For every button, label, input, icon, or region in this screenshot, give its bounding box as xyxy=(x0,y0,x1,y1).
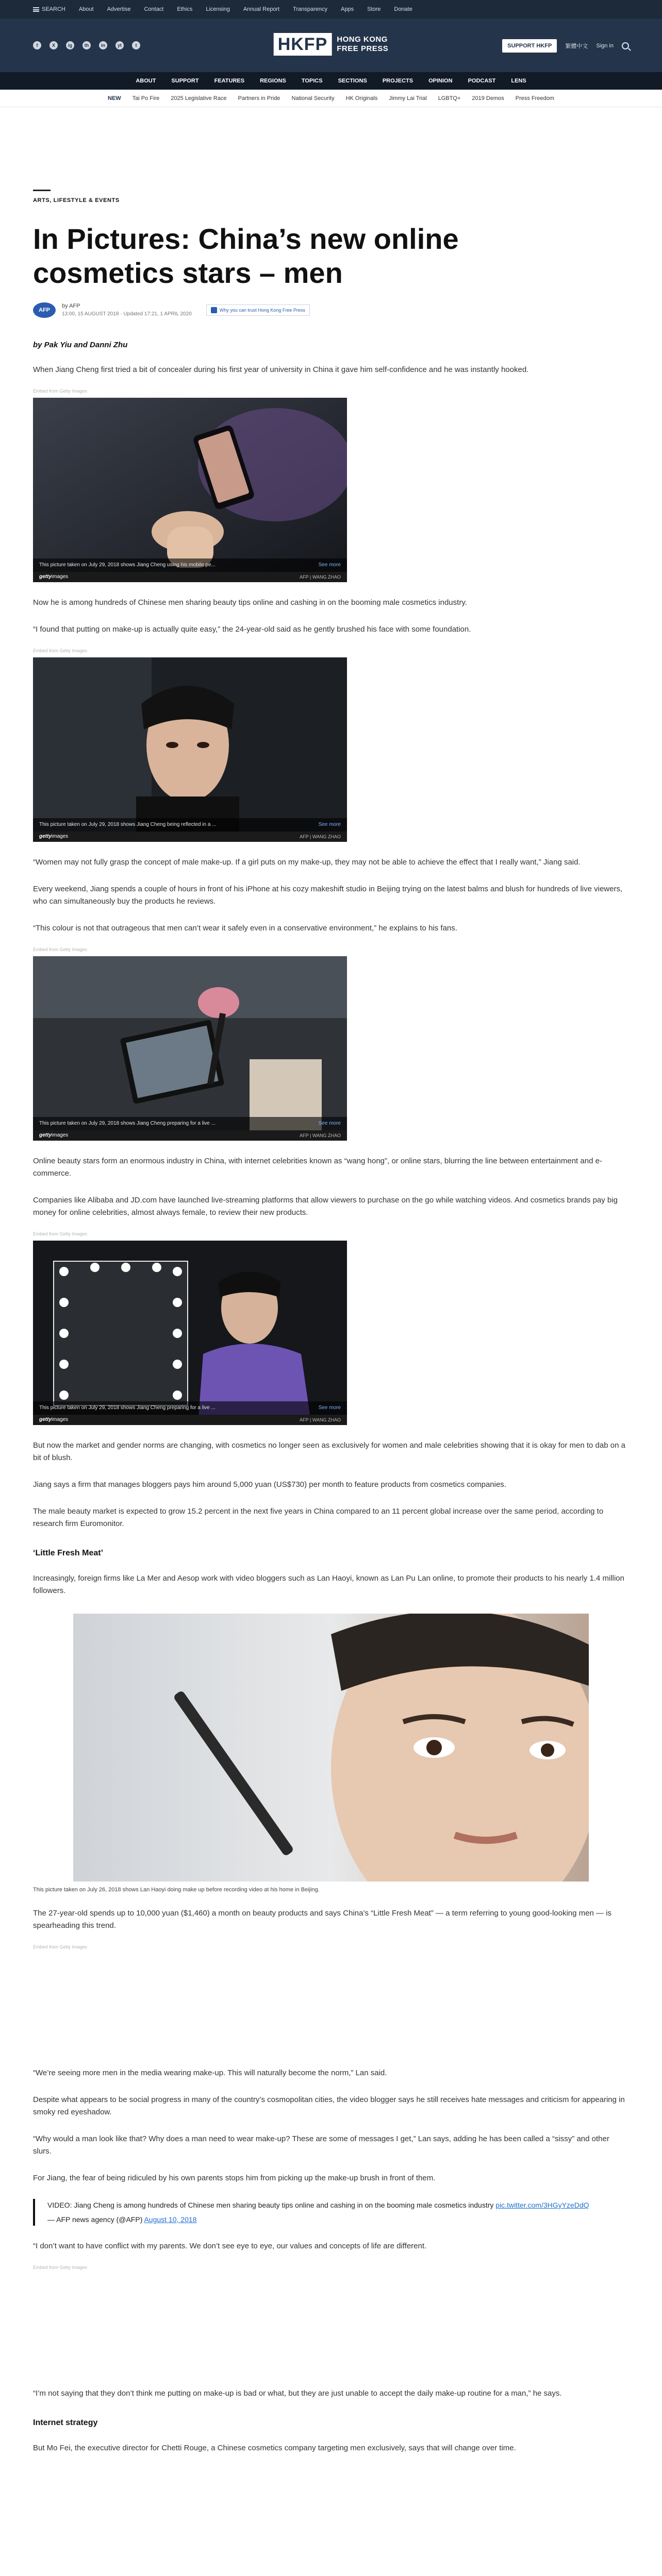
paragraph: Companies like Alibaba and JD.com have launched live-streaming platforms that allow viewers to purchase on the go while watching videos. And cosmetics brands pay big money for online celebrities, almost always female, to review their new products. xyxy=(33,1196,618,1217)
byline-author[interactable]: by AFP xyxy=(62,303,80,309)
paragraph: When Jiang Cheng first tried a bit of concealer during his first year of university in China it gave him self-confidence and he was instantly hooked. xyxy=(33,365,529,374)
getty-footer: gettyimages AFP | WANG ZHAO xyxy=(33,572,347,582)
article-end xyxy=(0,2240,662,2454)
facebook-icon[interactable]: f xyxy=(33,41,41,49)
tweet-date-link[interactable]: August 10, 2018 xyxy=(144,2215,197,2224)
trending-item[interactable]: Press Freedom xyxy=(515,95,554,101)
trending-item[interactable]: National Security xyxy=(291,95,335,101)
logo-wordmark: HONG KONG FREE PRESS xyxy=(337,35,389,53)
paragraph: For Jiang, the fear of being ridiculed by his own parents stops him from picking up the make-up brush in front of them. xyxy=(33,2174,436,2182)
getty-image-reflection[interactable] xyxy=(33,657,347,842)
support-hkfp-button[interactable]: SUPPORT HKFP xyxy=(502,39,557,53)
trending-item[interactable]: 2019 Demos xyxy=(472,95,504,101)
linkedin-icon[interactable]: in xyxy=(99,41,107,49)
paragraph: “We’re seeing more men in the media wearing make-up. This will naturally become the norm,” Lan said. xyxy=(33,2069,387,2077)
embedded-tweet xyxy=(33,2199,595,2226)
paragraph: Increasingly, foreign firms like La Mer and Aesop work with video bloggers such as Lan Haoyi, known as Lan Pu Lan online, to promote their products to his nearly 1.4 million followers. xyxy=(33,1574,624,1595)
util-link-advertise[interactable]: Advertise xyxy=(107,6,131,12)
logo-mark: HKFP xyxy=(274,33,332,56)
nav-support[interactable]: SUPPORT xyxy=(171,78,199,84)
paragraph: But Mo Fei, the executive director for Chetti Rouge, a Chinese cosmetics company targeting men exclusively, says that will change over time. xyxy=(33,2444,516,2452)
trending-item[interactable]: LGBTQ+ xyxy=(438,95,461,101)
embed-placeholder xyxy=(33,1950,629,2053)
paragraph: The male beauty market is expected to grow 15.2 percent in the next five years in China compared to an 11 percent global increase over the same period, according to research firm Euromonitor. xyxy=(33,1507,604,1528)
publish-dates: 13:00, 15 AUGUST 2018 · Updated 17:21, 1 APRIL 2020 xyxy=(62,311,192,317)
x-twitter-icon[interactable]: X xyxy=(49,41,58,49)
embed-credit: Embed from Getty Images xyxy=(33,1944,88,1950)
nav-features[interactable]: FEATURES xyxy=(214,78,245,84)
paragraph: Online beauty stars form an enormous industry in China, with internet celebrities known as “wang hong”, or online stars, blurring the line between entertainment and e-commerce. xyxy=(33,1157,602,1178)
util-link-annual-report[interactable]: Annual Report xyxy=(243,6,280,12)
youtube-icon[interactable]: yt xyxy=(115,41,124,49)
embed-credit: Embed from Getty Images xyxy=(33,947,88,952)
nav-podcast[interactable]: PODCAST xyxy=(468,78,496,84)
social-links xyxy=(33,41,140,49)
article xyxy=(0,190,662,1597)
nav-opinion[interactable]: OPINION xyxy=(428,78,453,84)
paragraph: The 27-year-old spends up to 10,000 yuan ($1,460) a month on beauty products and says China’s “Little Fresh Meat” — a term referring to young good-looking men — is spearheading this trend. xyxy=(33,1909,612,1930)
trust-badge-icon xyxy=(211,307,217,313)
getty-image-phone[interactable] xyxy=(33,398,347,582)
util-link-about[interactable]: About xyxy=(78,6,94,12)
author-avatar[interactable]: AFP xyxy=(33,302,56,318)
getty-footer: gettyimages AFP | WANG ZHAO xyxy=(33,1415,347,1425)
nav-about[interactable]: ABOUT xyxy=(136,78,156,84)
article-continued xyxy=(0,1907,662,2184)
byline xyxy=(33,302,629,318)
trending-nav xyxy=(0,90,662,107)
nav-sections[interactable]: SECTIONS xyxy=(338,78,367,84)
embed-credit: Embed from Getty Images xyxy=(33,648,88,653)
paragraph: Every weekend, Jiang spends a couple of hours in front of his iPhone at his cozy makeshift studio in Beijing trying on the latest balms and blush for hundreds of live viewers, who can simultaneously buy the products he reviews. xyxy=(33,885,623,906)
category-rule xyxy=(33,190,51,191)
embed-credit: Embed from Getty Images xyxy=(33,388,88,394)
trending-item[interactable]: Tai Po Fire xyxy=(132,95,160,101)
threads-icon[interactable]: th xyxy=(82,41,91,49)
instagram-icon[interactable]: ig xyxy=(66,41,74,49)
byline-text xyxy=(62,302,192,318)
paragraph: “Women may not fully grasp the concept of male make-up. If a girl puts on my make-up, they may not be able to achieve the effect that I really want,” Jiang said. xyxy=(33,858,581,867)
util-link-licensing[interactable]: Licensing xyxy=(206,6,230,12)
photo-eyebrow-makeup xyxy=(73,1614,589,1882)
image-caption: This picture taken on July 29, 2018 shows Jiang Cheng preparing for a live ... See more xyxy=(33,1401,347,1415)
photo-reflection xyxy=(33,657,347,842)
util-link-ethics[interactable]: Ethics xyxy=(177,6,193,12)
trending-item[interactable]: 2025 Legislative Race xyxy=(171,95,227,101)
util-link-contact[interactable]: Contact xyxy=(144,6,164,12)
photo-phone-selfie xyxy=(33,398,347,582)
trust-link[interactable]: Why you can trust Hong Kong Free Press xyxy=(206,304,310,316)
photo-brush-phone xyxy=(33,956,347,1141)
masthead-actions xyxy=(502,39,629,53)
image-caption: This picture taken on July 29, 2018 shows Jiang Cheng being reflected in a ... See more xyxy=(33,818,347,832)
see-more-link[interactable]: See more xyxy=(318,822,341,827)
getty-image-brush[interactable] xyxy=(33,956,347,1141)
article-category[interactable]: ARTS, LIFESTYLE & EVENTS xyxy=(33,197,120,204)
main-nav xyxy=(0,72,662,90)
util-link-store[interactable]: Store xyxy=(367,6,381,12)
masthead xyxy=(0,19,662,72)
trending-label: NEW xyxy=(108,95,121,101)
paragraph: “I’m not saying that they don’t think me putting on make-up is bad or what, but they are just unable to accept the daily make-up routine for a man,” he says. xyxy=(33,2389,562,2398)
paragraph: “I don’t want to have conflict with my parents. We don’t see eye to eye, our values and concepts of life are different. xyxy=(33,2242,427,2250)
paragraph: “Why would a man look like that? Why does a man need to wear make-up? These are some of messages I get,” Lan says, adding he has been called a “sissy” and other slurs. xyxy=(33,2134,609,2156)
sign-in-link[interactable]: Sign in xyxy=(596,43,614,49)
tweet-text: VIDEO: Jiang Cheng is among hundreds of Chinese men sharing beauty tips online and cashing in on the booming male cosmetics industry xyxy=(47,2201,496,2209)
photo-mirror-lights xyxy=(33,1241,347,1425)
nav-regions[interactable]: REGIONS xyxy=(260,78,286,84)
tweet-pic-link[interactable]: pic.twitter.com/3HGyYzeDdQ xyxy=(495,2201,589,2209)
featured-image-lan-haoyi xyxy=(73,1614,589,1882)
telegram-icon[interactable]: t xyxy=(132,41,140,49)
nav-topics[interactable]: TOPICS xyxy=(301,78,323,84)
util-link-transparency[interactable]: Transparency xyxy=(293,6,327,12)
nav-lens[interactable]: LENS xyxy=(511,78,526,84)
article-title: In Pictures: China’s new online cosmetics stars – men xyxy=(33,223,459,289)
paragraph: But now the market and gender norms are changing, with cosmetics no longer seen as exclusively for women and male celebrities showing that it is okay for men to dab on a bit of blush. xyxy=(33,1441,625,1462)
paragraph: “This colour is not that outrageous that men can’t wear it safely even in a conservative environment,” he explains to his fans. xyxy=(33,924,457,933)
featured-image-caption: This picture taken on July 26, 2018 shows Lan Haoyi doing make up before recording video at his home in Beijing. xyxy=(33,1887,320,1893)
tweet-source: — AFP news agency (@AFP) xyxy=(47,2215,144,2224)
getty-footer: gettyimages AFP | WANG ZHAO xyxy=(33,832,347,842)
section-heading: ‘Little Fresh Meat’ xyxy=(33,1549,104,1557)
paragraph: “I found that putting on make-up is actually quite easy,” the 24-year-old said as he gently brushed his face with some foundation. xyxy=(33,625,471,634)
paragraph: Despite what appears to be social progress in many of the country’s cosmopolitan cities, the video blogger says he still receives hate messages and criticism for appearing in smoky red eyeshadow. xyxy=(33,2095,625,2116)
image-caption: This picture taken on July 29, 2018 shows Jiang Cheng using his mobile pe... See more xyxy=(33,558,347,572)
trending-item[interactable]: Partners in Pride xyxy=(238,95,280,101)
getty-footer: gettyimages AFP | WANG ZHAO xyxy=(33,1130,347,1141)
trending-item[interactable]: HK Originals xyxy=(345,95,378,101)
trending-item[interactable]: Jimmy Lai Trial xyxy=(389,95,427,101)
util-link-donate[interactable]: Donate xyxy=(394,6,412,12)
embed-credit: Embed from Getty Images xyxy=(33,2265,88,2270)
utility-bar xyxy=(0,0,662,19)
image-caption: This picture taken on July 29, 2018 shows Jiang Cheng preparing for a live ... See more xyxy=(33,1117,347,1130)
util-link-apps[interactable]: Apps xyxy=(341,6,354,12)
article-authors: by Pak Yiu and Danni Zhu xyxy=(33,341,128,349)
site-logo[interactable] xyxy=(274,33,389,56)
see-more-link[interactable]: See more xyxy=(318,1121,341,1126)
hamburger-icon xyxy=(33,7,39,12)
search-menu-button[interactable]: SEARCH xyxy=(33,6,65,12)
getty-image-mirror[interactable] xyxy=(33,1241,347,1425)
see-more-link[interactable]: See more xyxy=(318,562,341,568)
embed-credit: Embed from Getty Images xyxy=(33,1231,88,1236)
paragraph: Now he is among hundreds of Chinese men sharing beauty tips online and cashing in on the booming male cosmetics industry. xyxy=(33,598,467,607)
embed-placeholder xyxy=(33,2270,629,2373)
see-more-link[interactable]: See more xyxy=(318,1405,341,1411)
paragraph: Jiang says a firm that manages bloggers pays him around 5,000 yuan (US$730) per month to feature products from cosmetics companies. xyxy=(33,1480,506,1489)
search-icon[interactable] xyxy=(622,42,629,49)
language-link[interactable]: 繁體中文 xyxy=(565,43,588,49)
section-heading: Internet strategy xyxy=(33,2418,98,2427)
nav-projects[interactable]: PROJECTS xyxy=(382,78,413,84)
